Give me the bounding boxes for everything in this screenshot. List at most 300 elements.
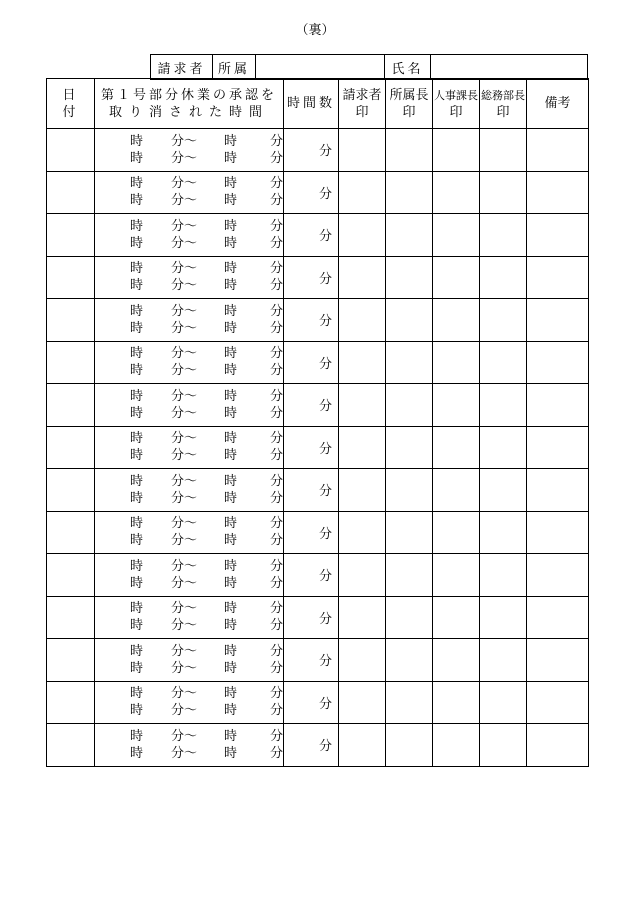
- remarks-cell[interactable]: [527, 171, 589, 214]
- gen-affairs-stamp-cell[interactable]: [480, 639, 527, 682]
- dept-head-stamp-cell[interactable]: [386, 341, 433, 384]
- time-range-line: [95, 745, 283, 762]
- hour-label: 時: [223, 601, 237, 617]
- time-range-cell[interactable]: [95, 469, 284, 512]
- minute-from-label: 分〜: [170, 448, 197, 464]
- hours-count-cell[interactable]: [284, 214, 339, 257]
- time-range-cell[interactable]: [95, 511, 284, 554]
- header-requester-stamp: [339, 79, 386, 129]
- minute-label: 分: [269, 133, 283, 149]
- table-row: [47, 554, 589, 597]
- minute-unit-label: 分: [318, 229, 332, 245]
- table-row: [47, 214, 589, 257]
- requester-stamp-cell[interactable]: [339, 724, 386, 767]
- hour-label: 時: [223, 235, 237, 251]
- gen-affairs-stamp-cell[interactable]: [480, 554, 527, 597]
- minute-from-label: 分〜: [170, 686, 197, 702]
- minute-label: 分: [269, 643, 283, 659]
- hours-count-cell[interactable]: [284, 511, 339, 554]
- header-cancelled-time-line1: 第１号部分休業の承認を: [100, 87, 277, 103]
- hour-label: 時: [129, 703, 143, 719]
- time-range-cell[interactable]: [95, 171, 284, 214]
- hr-chief-stamp-cell[interactable]: [433, 129, 480, 172]
- dept-head-stamp-cell[interactable]: [386, 469, 433, 512]
- requester-stamp-cell[interactable]: [339, 129, 386, 172]
- hour-label: 時: [223, 618, 237, 634]
- hour-label: 時: [223, 431, 237, 447]
- hr-chief-stamp-cell[interactable]: [433, 171, 480, 214]
- hour-label: 時: [223, 193, 237, 209]
- hour-label: 時: [129, 261, 143, 277]
- dept-head-stamp-cell[interactable]: [386, 511, 433, 554]
- minute-unit-label: 分: [318, 441, 332, 457]
- time-range-line: [95, 473, 283, 490]
- hour-label: 時: [223, 346, 237, 362]
- date-cell[interactable]: [47, 681, 95, 724]
- table-row: [47, 639, 589, 682]
- minute-unit-label: 分: [318, 356, 332, 372]
- minute-label: 分: [269, 218, 283, 234]
- hour-label: 時: [223, 703, 237, 719]
- time-range-cell[interactable]: [95, 299, 284, 342]
- hour-label: 時: [129, 320, 143, 336]
- requester-stamp-cell[interactable]: [339, 299, 386, 342]
- time-range-line: [95, 175, 283, 192]
- date-cell[interactable]: [47, 256, 95, 299]
- requester-stamp-cell[interactable]: [339, 214, 386, 257]
- hour-label: 時: [129, 490, 143, 506]
- minute-unit-label: 分: [318, 569, 332, 585]
- hour-label: 時: [223, 303, 237, 319]
- gen-affairs-stamp-cell[interactable]: [480, 511, 527, 554]
- hour-label: 時: [129, 516, 143, 532]
- hours-count-cell[interactable]: [284, 681, 339, 724]
- hr-chief-stamp-cell[interactable]: [433, 681, 480, 724]
- hour-label: 時: [223, 320, 237, 336]
- gen-affairs-stamp-cell[interactable]: [480, 129, 527, 172]
- table-row: [47, 171, 589, 214]
- hour-label: 時: [129, 388, 143, 404]
- hr-chief-stamp-cell[interactable]: [433, 256, 480, 299]
- time-range-line: [95, 532, 283, 549]
- time-range-line: [95, 388, 283, 405]
- table-row: [47, 511, 589, 554]
- remarks-cell[interactable]: [527, 639, 589, 682]
- hour-label: 時: [223, 728, 237, 744]
- gen-affairs-stamp-cell[interactable]: [480, 384, 527, 427]
- header-gen-affairs-stamp: [480, 79, 527, 129]
- table-row: [47, 596, 589, 639]
- hour-label: 時: [129, 686, 143, 702]
- header-cancelled-time: [95, 79, 284, 129]
- minute-label: 分: [269, 320, 283, 336]
- requester-stamp-cell[interactable]: [339, 256, 386, 299]
- minute-label: 分: [269, 388, 283, 404]
- minute-from-label: 分〜: [170, 346, 197, 362]
- hr-chief-stamp-cell[interactable]: [433, 384, 480, 427]
- requester-stamp-cell[interactable]: [339, 384, 386, 427]
- hours-count-cell[interactable]: [284, 426, 339, 469]
- hr-chief-stamp-cell[interactable]: [433, 511, 480, 554]
- minute-label: 分: [269, 405, 283, 421]
- hr-chief-stamp-cell[interactable]: [433, 426, 480, 469]
- hour-label: 時: [223, 133, 237, 149]
- minute-label: 分: [269, 176, 283, 192]
- time-range-line: [95, 260, 283, 277]
- minute-from-label: 分〜: [170, 558, 197, 574]
- gen-affairs-stamp-cell[interactable]: [480, 681, 527, 724]
- hour-label: 時: [223, 516, 237, 532]
- hour-label: 時: [223, 533, 237, 549]
- remarks-cell[interactable]: [527, 299, 589, 342]
- requester-label: 請求者: [151, 55, 213, 80]
- dept-head-stamp-cell[interactable]: [386, 129, 433, 172]
- minute-label: 分: [269, 303, 283, 319]
- minute-from-label: 分〜: [170, 745, 197, 761]
- time-range-line: [95, 617, 283, 634]
- minute-label: 分: [269, 516, 283, 532]
- hr-chief-stamp-cell[interactable]: [433, 214, 480, 257]
- gen-affairs-stamp-cell[interactable]: [480, 299, 527, 342]
- minute-unit-label: 分: [318, 271, 332, 287]
- remarks-cell[interactable]: [527, 341, 589, 384]
- remarks-cell[interactable]: [527, 511, 589, 554]
- hour-label: 時: [223, 558, 237, 574]
- remarks-cell[interactable]: [527, 214, 589, 257]
- hour-label: 時: [129, 218, 143, 234]
- date-cell[interactable]: [47, 384, 95, 427]
- hour-label: 時: [129, 728, 143, 744]
- requester-stamp-cell[interactable]: [339, 639, 386, 682]
- minute-label: 分: [269, 473, 283, 489]
- date-cell[interactable]: [47, 171, 95, 214]
- time-range-line: [95, 405, 283, 422]
- hours-count-cell[interactable]: [284, 384, 339, 427]
- minute-unit-label: 分: [318, 739, 332, 755]
- requester-stamp-cell[interactable]: [339, 681, 386, 724]
- hour-label: 時: [223, 388, 237, 404]
- minute-from-label: 分〜: [170, 303, 197, 319]
- header-gen-affairs-stamp-line1: 総務部長: [481, 88, 525, 102]
- requester-stamp-cell[interactable]: [339, 171, 386, 214]
- gen-affairs-stamp-cell[interactable]: [480, 426, 527, 469]
- hour-label: 時: [223, 448, 237, 464]
- table-row: [47, 299, 589, 342]
- minute-from-label: 分〜: [170, 660, 197, 676]
- time-range-cell[interactable]: [95, 724, 284, 767]
- remarks-cell[interactable]: [527, 129, 589, 172]
- remarks-cell[interactable]: [527, 554, 589, 597]
- minute-from-label: 分〜: [170, 728, 197, 744]
- dept-head-stamp-cell[interactable]: [386, 596, 433, 639]
- dept-head-stamp-cell[interactable]: [386, 681, 433, 724]
- hour-label: 時: [129, 618, 143, 634]
- date-cell[interactable]: [47, 426, 95, 469]
- hour-label: 時: [223, 686, 237, 702]
- minute-label: 分: [269, 278, 283, 294]
- hours-count-cell[interactable]: [284, 171, 339, 214]
- minute-unit-label: 分: [318, 654, 332, 670]
- date-cell[interactable]: [47, 511, 95, 554]
- hour-label: 時: [129, 346, 143, 362]
- gen-affairs-stamp-cell[interactable]: [480, 214, 527, 257]
- hours-count-cell[interactable]: [284, 341, 339, 384]
- hour-label: 時: [129, 448, 143, 464]
- hours-count-cell[interactable]: [284, 256, 339, 299]
- affiliation-value-field[interactable]: [256, 55, 385, 80]
- time-range-cell[interactable]: [95, 639, 284, 682]
- hour-label: 時: [223, 261, 237, 277]
- minute-label: 分: [269, 558, 283, 574]
- time-range-line: [95, 702, 283, 719]
- header-dept-head-stamp-line2: 印: [402, 104, 416, 120]
- header-requester-stamp-line1: 請求者: [342, 87, 382, 103]
- minute-unit-label: 分: [318, 484, 332, 500]
- minute-from-label: 分〜: [170, 176, 197, 192]
- minute-label: 分: [269, 150, 283, 166]
- hr-chief-stamp-cell[interactable]: [433, 469, 480, 512]
- page-title: （裏）: [295, 23, 335, 38]
- gen-affairs-stamp-cell[interactable]: [480, 341, 527, 384]
- remarks-cell[interactable]: [527, 724, 589, 767]
- requester-stamp-cell[interactable]: [339, 554, 386, 597]
- time-range-cell[interactable]: [95, 426, 284, 469]
- minute-label: 分: [269, 660, 283, 676]
- hour-label: 時: [129, 643, 143, 659]
- minute-label: 分: [269, 490, 283, 506]
- dept-head-stamp-cell[interactable]: [386, 426, 433, 469]
- header-requester-stamp-line2: 印: [355, 104, 369, 120]
- hours-count-cell[interactable]: [284, 299, 339, 342]
- hours-count-cell[interactable]: [284, 129, 339, 172]
- date-cell[interactable]: [47, 596, 95, 639]
- minute-unit-label: 分: [318, 186, 332, 202]
- minute-from-label: 分〜: [170, 643, 197, 659]
- date-cell[interactable]: [47, 214, 95, 257]
- remarks-cell[interactable]: [527, 384, 589, 427]
- hr-chief-stamp-cell[interactable]: [433, 639, 480, 682]
- time-range-cell[interactable]: [95, 129, 284, 172]
- minute-label: 分: [269, 728, 283, 744]
- minute-from-label: 分〜: [170, 431, 197, 447]
- remarks-cell[interactable]: [527, 681, 589, 724]
- gen-affairs-stamp-cell[interactable]: [480, 469, 527, 512]
- table-row: [47, 724, 589, 767]
- minute-label: 分: [269, 346, 283, 362]
- date-cell[interactable]: [47, 129, 95, 172]
- date-cell[interactable]: [47, 724, 95, 767]
- hr-chief-stamp-cell[interactable]: [433, 341, 480, 384]
- hour-label: 時: [129, 176, 143, 192]
- time-range-cell[interactable]: [95, 384, 284, 427]
- hour-label: 時: [129, 235, 143, 251]
- hour-label: 時: [223, 643, 237, 659]
- minute-from-label: 分〜: [170, 490, 197, 506]
- requester-stamp-cell[interactable]: [339, 596, 386, 639]
- hour-label: 時: [129, 278, 143, 294]
- minute-label: 分: [269, 363, 283, 379]
- minute-label: 分: [269, 618, 283, 634]
- table-row: [47, 681, 589, 724]
- time-range-cell[interactable]: [95, 554, 284, 597]
- gen-affairs-stamp-cell[interactable]: [480, 256, 527, 299]
- minute-from-label: 分〜: [170, 575, 197, 591]
- hour-label: 時: [223, 660, 237, 676]
- hours-count-cell[interactable]: [284, 469, 339, 512]
- hour-label: 時: [129, 745, 143, 761]
- time-range-cell[interactable]: [95, 341, 284, 384]
- header-cancelled-time-line2: 取り消された時間: [108, 104, 269, 120]
- hour-label: 時: [129, 558, 143, 574]
- header-remarks: 備考: [527, 79, 589, 129]
- hours-count-cell[interactable]: [284, 639, 339, 682]
- date-cell[interactable]: [47, 639, 95, 682]
- hour-label: 時: [223, 745, 237, 761]
- hour-label: 時: [223, 405, 237, 421]
- hour-label: 時: [129, 431, 143, 447]
- minute-from-label: 分〜: [170, 363, 197, 379]
- minute-unit-label: 分: [318, 399, 332, 415]
- minute-from-label: 分〜: [170, 405, 197, 421]
- date-cell[interactable]: [47, 299, 95, 342]
- header-dept-head-stamp-line1: 所属長: [389, 87, 429, 103]
- hour-label: 時: [223, 176, 237, 192]
- header-hours: 時間数: [284, 79, 339, 129]
- requester-stamp-cell[interactable]: [339, 469, 386, 512]
- dept-head-stamp-cell[interactable]: [386, 724, 433, 767]
- minute-from-label: 分〜: [170, 516, 197, 532]
- hour-label: 時: [223, 490, 237, 506]
- minute-from-label: 分〜: [170, 473, 197, 489]
- minute-from-label: 分〜: [170, 218, 197, 234]
- hr-chief-stamp-cell[interactable]: [433, 299, 480, 342]
- minute-from-label: 分〜: [170, 278, 197, 294]
- hr-chief-stamp-cell[interactable]: [433, 554, 480, 597]
- remarks-cell[interactable]: [527, 469, 589, 512]
- remarks-cell[interactable]: [527, 426, 589, 469]
- time-range-cell[interactable]: [95, 256, 284, 299]
- requester-stamp-cell[interactable]: [339, 511, 386, 554]
- hour-label: 時: [129, 405, 143, 421]
- requester-stamp-cell[interactable]: [339, 341, 386, 384]
- minute-from-label: 分〜: [170, 193, 197, 209]
- hour-label: 時: [129, 575, 143, 591]
- hours-count-cell[interactable]: [284, 724, 339, 767]
- hour-label: 時: [129, 473, 143, 489]
- dept-head-stamp-cell[interactable]: [386, 554, 433, 597]
- minute-from-label: 分〜: [170, 235, 197, 251]
- gen-affairs-stamp-cell[interactable]: [480, 596, 527, 639]
- dept-head-stamp-cell[interactable]: [386, 214, 433, 257]
- time-range-cell[interactable]: [95, 596, 284, 639]
- minute-label: 分: [269, 431, 283, 447]
- minute-label: 分: [269, 448, 283, 464]
- minute-unit-label: 分: [318, 526, 332, 542]
- hr-chief-stamp-cell[interactable]: [433, 724, 480, 767]
- name-value-field[interactable]: [431, 55, 588, 80]
- table-row: [47, 256, 589, 299]
- remarks-cell[interactable]: [527, 596, 589, 639]
- hours-count-cell[interactable]: [284, 596, 339, 639]
- dept-head-stamp-cell[interactable]: [386, 256, 433, 299]
- hour-label: 時: [129, 601, 143, 617]
- dept-head-stamp-cell[interactable]: [386, 299, 433, 342]
- header-gen-affairs-stamp-line2: 印: [496, 104, 510, 120]
- minute-unit-label: 分: [318, 611, 332, 627]
- dept-head-stamp-cell[interactable]: [386, 171, 433, 214]
- date-cell[interactable]: [47, 469, 95, 512]
- minute-from-label: 分〜: [170, 388, 197, 404]
- minute-unit-label: 分: [318, 314, 332, 330]
- time-range-line: [95, 558, 283, 575]
- minute-label: 分: [269, 703, 283, 719]
- minute-label: 分: [269, 193, 283, 209]
- hour-label: 時: [223, 473, 237, 489]
- header-hr-chief-stamp: [433, 79, 480, 129]
- dept-head-stamp-cell[interactable]: [386, 384, 433, 427]
- time-range-line: [95, 320, 283, 337]
- minute-from-label: 分〜: [170, 703, 197, 719]
- header-dept-head-stamp: [386, 79, 433, 129]
- gen-affairs-stamp-cell[interactable]: [480, 171, 527, 214]
- minute-label: 分: [269, 575, 283, 591]
- minute-from-label: 分〜: [170, 533, 197, 549]
- table-row: [47, 469, 589, 512]
- minute-label: 分: [269, 235, 283, 251]
- minute-label: 分: [269, 601, 283, 617]
- remarks-cell[interactable]: [527, 256, 589, 299]
- time-range-line: [95, 235, 283, 252]
- hr-chief-stamp-cell[interactable]: [433, 596, 480, 639]
- time-range-line: [95, 643, 283, 660]
- date-cell[interactable]: [47, 554, 95, 597]
- name-label: 氏名: [385, 55, 431, 80]
- minute-from-label: 分〜: [170, 618, 197, 634]
- hours-count-cell[interactable]: [284, 554, 339, 597]
- minute-from-label: 分〜: [170, 133, 197, 149]
- gen-affairs-stamp-cell[interactable]: [480, 724, 527, 767]
- time-range-line: [95, 575, 283, 592]
- time-range-line: [95, 685, 283, 702]
- hour-label: 時: [223, 150, 237, 166]
- date-cell[interactable]: [47, 341, 95, 384]
- hour-label: 時: [223, 278, 237, 294]
- hour-label: 時: [129, 363, 143, 379]
- time-range-cell[interactable]: [95, 681, 284, 724]
- header-hr-chief-stamp-line1: 人事課長: [434, 88, 478, 102]
- time-range-cell[interactable]: [95, 214, 284, 257]
- minute-from-label: 分〜: [170, 150, 197, 166]
- minute-unit-label: 分: [318, 696, 332, 712]
- hour-label: 時: [223, 363, 237, 379]
- time-range-line: [95, 515, 283, 532]
- header-date: 日 付: [47, 79, 95, 129]
- time-range-line: [95, 660, 283, 677]
- table-row: [47, 426, 589, 469]
- dept-head-stamp-cell[interactable]: [386, 639, 433, 682]
- minute-from-label: 分〜: [170, 601, 197, 617]
- requester-stamp-cell[interactable]: [339, 426, 386, 469]
- hour-label: 時: [129, 193, 143, 209]
- time-range-line: [95, 192, 283, 209]
- time-range-line: [95, 218, 283, 235]
- time-range-line: [95, 303, 283, 320]
- time-range-line: [95, 277, 283, 294]
- table-row: [47, 129, 589, 172]
- minute-from-label: 分〜: [170, 320, 197, 336]
- hour-label: 時: [223, 218, 237, 234]
- hour-label: 時: [129, 150, 143, 166]
